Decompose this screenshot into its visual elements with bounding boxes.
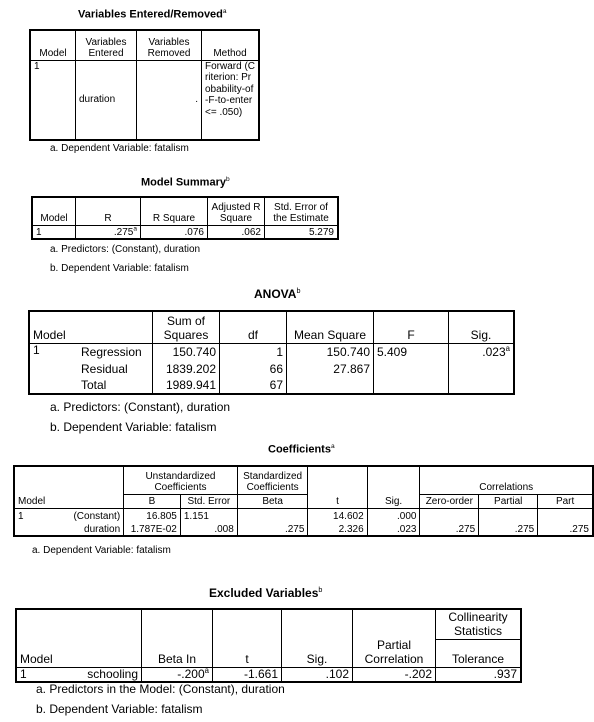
group-header-collinearity: Collinearity Statistics [436, 609, 522, 639]
cell-std-error: 5.279 [265, 225, 339, 239]
header-f: F [374, 311, 449, 343]
cell-beta: .275 [237, 522, 308, 536]
header-blank [73, 639, 142, 667]
header-model: Model [14, 494, 67, 508]
header-model: Model [32, 197, 76, 225]
cell-zero-order: .275 [420, 522, 479, 536]
header-sig: Sig. [367, 494, 420, 508]
cell-f [374, 360, 449, 377]
group-header-correlations: Correlations [420, 466, 593, 494]
header-beta-in: Beta In [142, 639, 213, 667]
cell-sig: .000 [367, 508, 420, 522]
cell-ms [287, 377, 374, 394]
cell-beta-in: -.200$^a$ [142, 667, 213, 682]
coefficients-note: a. Dependent Variable: fatalism [32, 545, 171, 556]
cell-removed: . [137, 60, 202, 140]
header-df: df [220, 311, 287, 343]
cell-model: 1 [29, 343, 78, 360]
header-part: Part [538, 494, 593, 508]
header-r-square: R Square [141, 197, 208, 225]
header-partial-correlation: Partial Correlation [353, 639, 436, 667]
cell-ss: 1989.941 [153, 377, 220, 394]
header-beta: Beta [237, 494, 308, 508]
coefficients-title: Coefficients$^a$ [268, 443, 335, 456]
anova-note-b: b. Dependent Variable: fatalism [50, 420, 217, 434]
row-label-duration: duration [67, 522, 123, 536]
row-label-residual: Residual [78, 360, 153, 377]
model-summary-note-b: b. Dependent Variable: fatalism [50, 263, 189, 274]
header-zero-order: Zero-order [420, 494, 479, 508]
variables-entered-table [29, 29, 260, 141]
header-blank [78, 311, 153, 343]
header-sum-of-squares: Sum of Squares [153, 311, 220, 343]
cell-r-square: .076 [141, 225, 208, 239]
cell-sig: .023 [367, 522, 420, 536]
excluded-variables-title: Excluded Variables$^b$ [209, 585, 323, 600]
cell-ms: 150.740 [287, 343, 374, 360]
header-model: Model [30, 30, 76, 60]
row-label-total: Total [78, 377, 153, 394]
header-tolerance: Tolerance [436, 639, 522, 667]
cell-ss: 150.740 [153, 343, 220, 360]
excluded-variables-table [15, 608, 522, 683]
cell-model: 1 [32, 225, 76, 239]
group-header-standardized: Standardized Coefficients [237, 466, 308, 494]
cell-t: 2.326 [308, 522, 367, 536]
cell-partial-correlation: -.202 [353, 667, 436, 682]
variables-entered-title: Variables Entered/Removed$^a$ [78, 8, 227, 21]
cell-zero-order [420, 508, 479, 522]
header-mean-square: Mean Square [287, 311, 374, 343]
cell-model: 1 [16, 667, 73, 682]
cell-part [538, 508, 593, 522]
cell-f [374, 377, 449, 394]
cell-t: 14.602 [308, 508, 367, 522]
cell-entered: duration [76, 60, 137, 140]
row-label-schooling: schooling [73, 667, 142, 682]
header-method: Method [202, 30, 260, 60]
header-std-error: Std. Error [180, 494, 237, 508]
model-summary-note-a: a. Predictors: (Constant), duration [50, 244, 201, 255]
header-adjusted-r-square: Adjusted R Square [208, 197, 265, 225]
header-r: R [76, 197, 141, 225]
cell-b: 16.805 [124, 508, 181, 522]
cell-sig: .102 [282, 667, 353, 682]
cell-sig [449, 360, 515, 377]
cell-ms: 27.867 [287, 360, 374, 377]
header-t: t [213, 639, 282, 667]
cell-partial [479, 508, 538, 522]
anova-note-a: a. Predictors: (Constant), duration [50, 400, 231, 414]
header-t: t [308, 494, 367, 508]
header-sig: Sig. [282, 639, 353, 667]
cell-df: 66 [220, 360, 287, 377]
anova-title: ANOVA$^b$ [254, 286, 301, 301]
row-label-constant: (Constant) [67, 508, 123, 522]
anova-table [28, 310, 515, 395]
coefficients-table [13, 465, 594, 537]
header-variables-entered: Variables Entered [76, 30, 137, 60]
header-model: Model [29, 311, 78, 343]
header-sig: Sig. [449, 311, 515, 343]
group-header-unstandardized: Unstandardized Coefficients [124, 466, 238, 494]
row-label-regression: Regression [78, 343, 153, 360]
cell-model: 1 [30, 60, 76, 140]
model-summary-title: Model Summary$^b$ [141, 176, 230, 189]
cell-df: 67 [220, 377, 287, 394]
header-partial: Partial [479, 494, 538, 508]
header-variables-removed: Variables Removed [137, 30, 202, 60]
cell-df: 1 [220, 343, 287, 360]
cell-model: 1 [14, 508, 67, 522]
cell-f: 5.409 [374, 343, 449, 360]
excluded-note-a: a. Predictors in the Model: (Constant), duration [36, 682, 285, 696]
model-summary-table [31, 196, 339, 240]
cell-sig: .023$^a$ [449, 343, 515, 360]
header-std-error: Std. Error of the Estimate [265, 197, 339, 225]
variables-entered-note: a. Dependent Variable: fatalism [50, 143, 189, 154]
cell-adj-r-square: .062 [208, 225, 265, 239]
cell-se: 1.151 [180, 508, 237, 522]
cell-ss: 1839.202 [153, 360, 220, 377]
cell-t: -1.661 [213, 667, 282, 682]
cell-b: 1.787E-02 [124, 522, 181, 536]
cell-part: .275 [538, 522, 593, 536]
cell-method: Forward (Criterion: Probability-of-F-to-enter <= .050) [202, 60, 260, 140]
cell-tolerance: .937 [436, 667, 522, 682]
header-model: Model [16, 639, 73, 667]
cell-partial: .275 [479, 522, 538, 536]
cell-r: .275$^a$ [76, 225, 141, 239]
cell-beta [237, 508, 308, 522]
cell-sig [449, 377, 515, 394]
cell-se: .008 [180, 522, 237, 536]
excluded-note-b: b. Dependent Variable: fatalism [36, 702, 203, 716]
header-b: B [124, 494, 181, 508]
